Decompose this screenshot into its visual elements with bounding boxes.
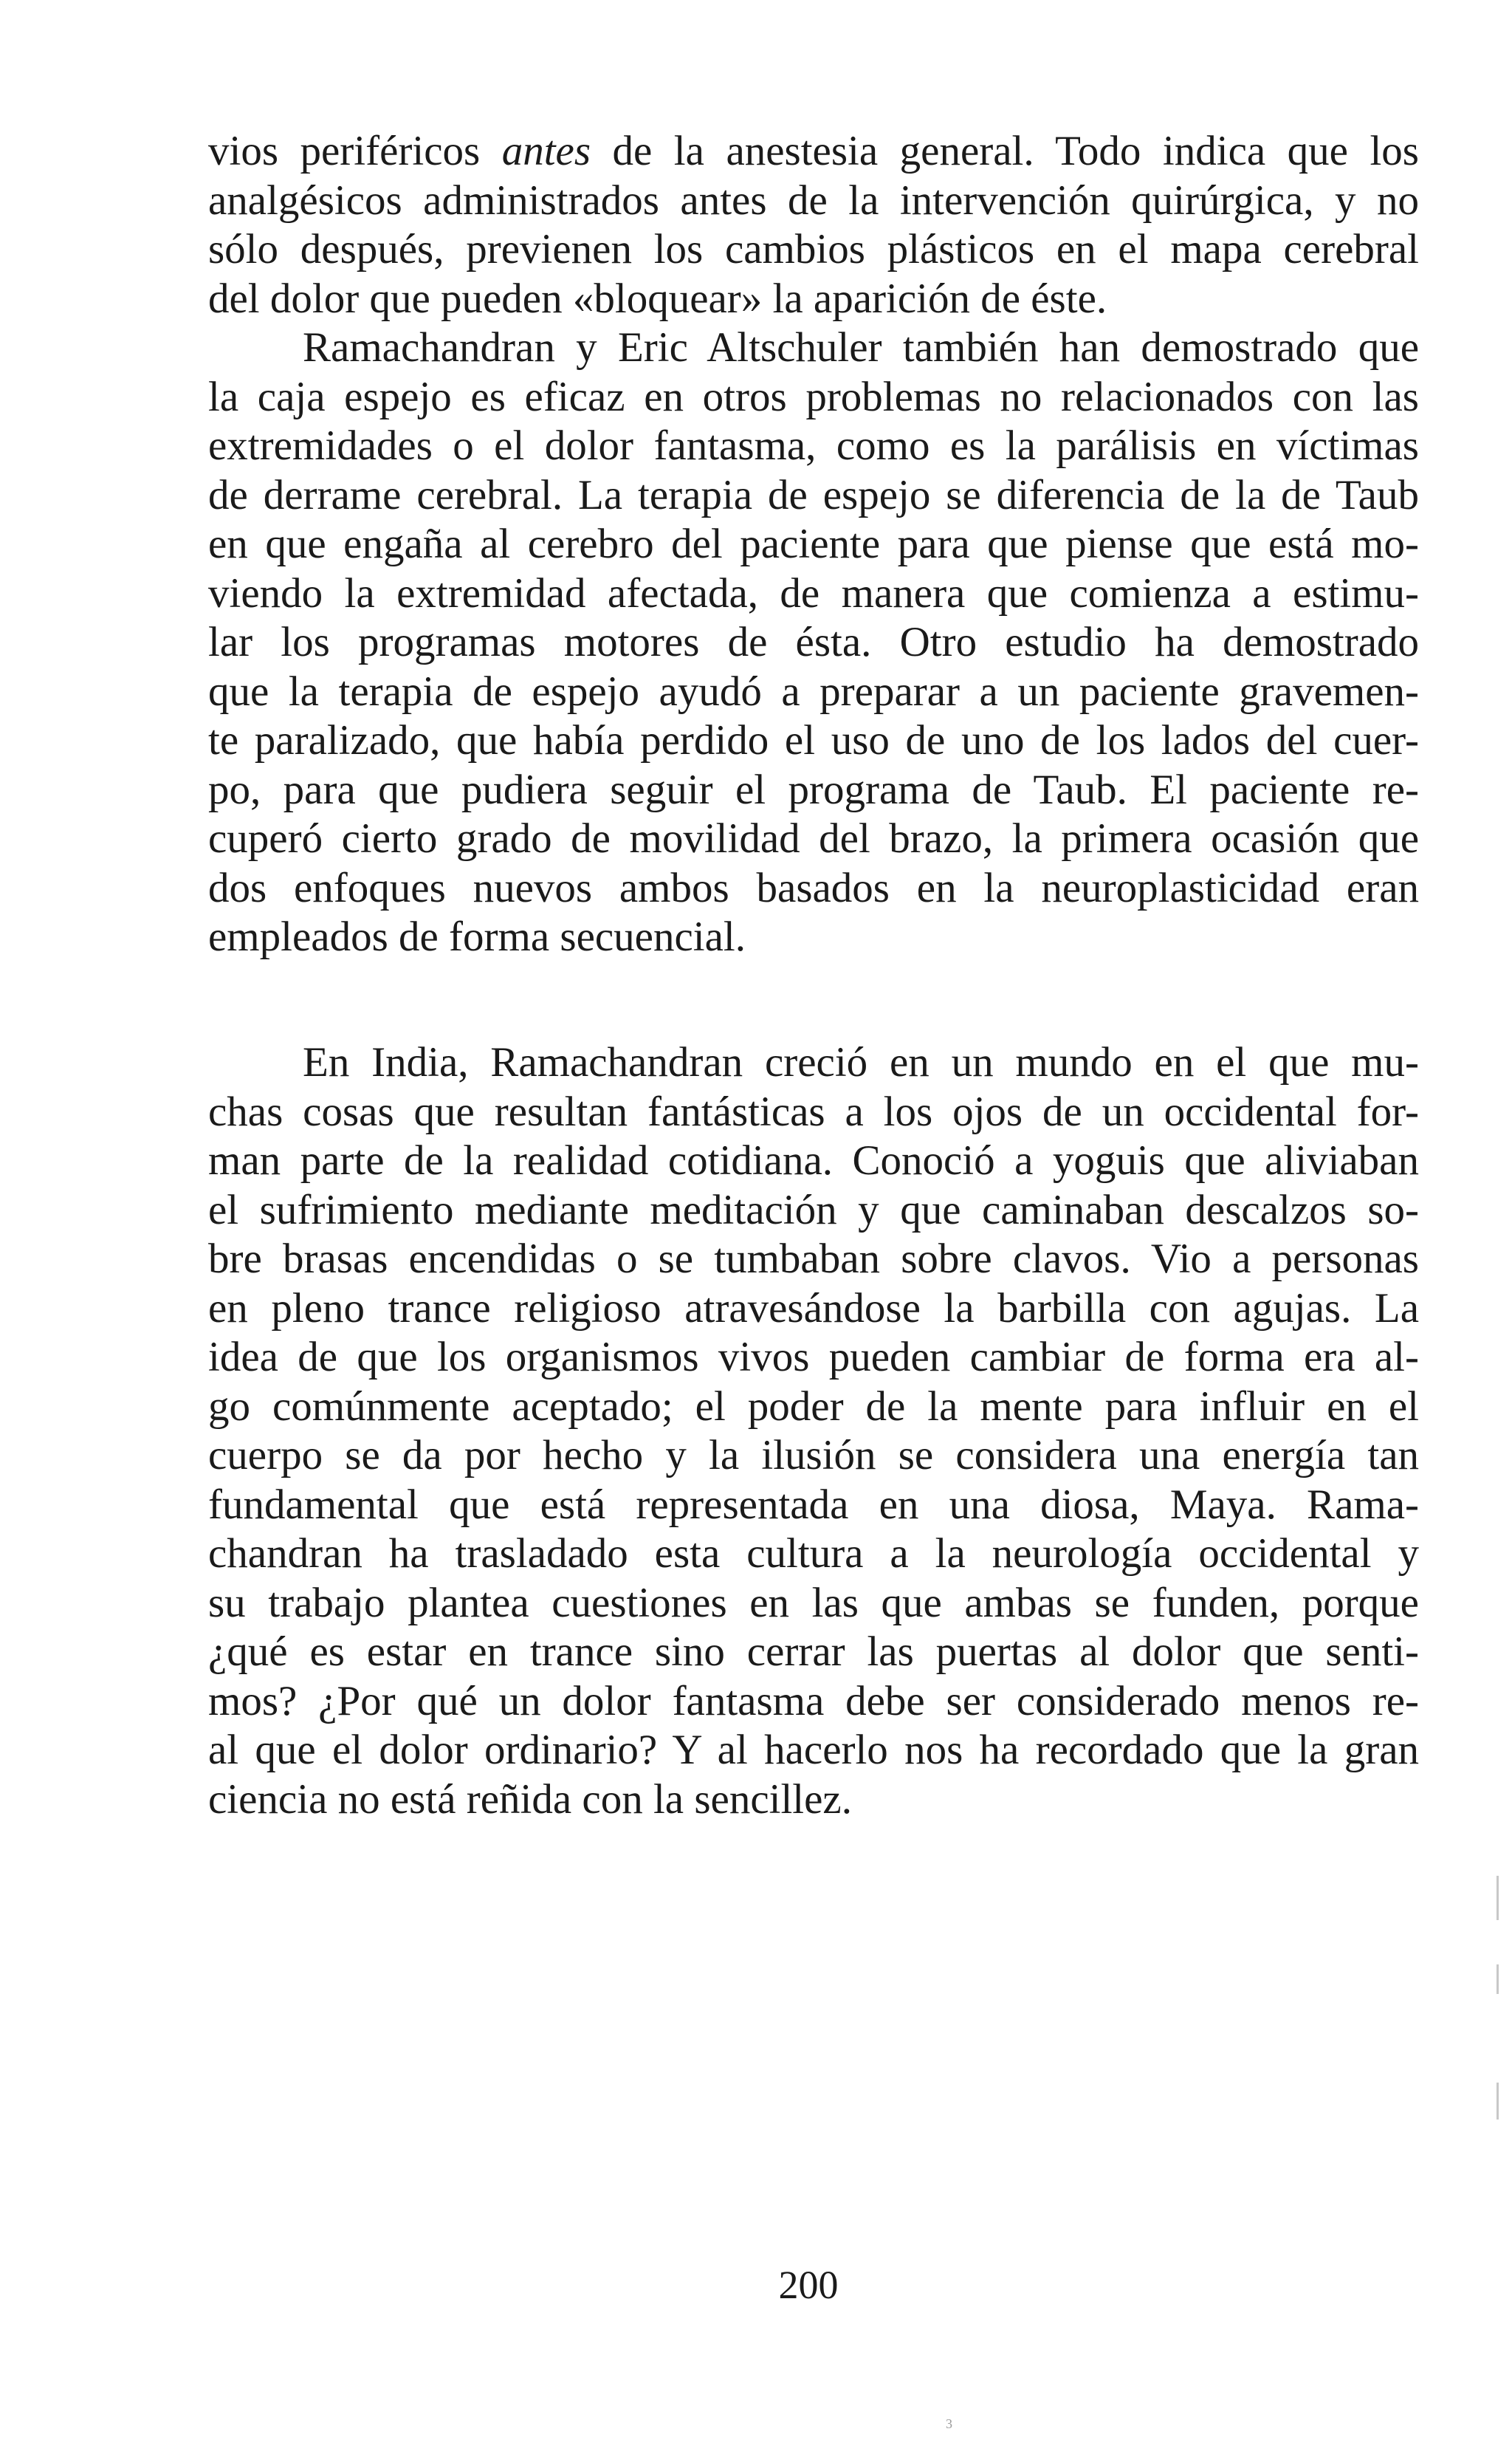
text-line: la caja espejo es eficaz en otros problemas no relacionados con las [208, 373, 1419, 420]
text-line: Ramachandran y Eric Altschuler también han demostrado que [303, 324, 1419, 371]
text-line: ciencia no está reñida con la sencillez. [208, 1775, 852, 1823]
scan-edge-mark [1496, 1964, 1499, 1994]
text-line: lar los programas motores de ésta. Otro estudio ha demostrado [208, 619, 1419, 665]
text-line: cuerpo se da por hecho y la ilusión se considera una energía tan [208, 1432, 1419, 1478]
text-line: de derrame cerebral. La terapia de espejo se diferencia de la de Taub [208, 471, 1419, 518]
text-line: idea de que los organismos vivos pueden cambiar de forma era al- [208, 1334, 1419, 1380]
text-line: man parte de la realidad cotidiana. Conoció a yoguis que aliviaban [208, 1137, 1419, 1184]
text-line: que la terapia de espejo ayudó a preparar a un paciente gravemen- [208, 668, 1419, 715]
scan-mark: 3 [946, 2416, 952, 2431]
text-line: sólo después, previenen los cambios plásticos en el mapa cerebral [208, 226, 1419, 273]
text-line: extremidades o el dolor fantasma, como es la parálisis en víctimas [208, 422, 1419, 469]
text-line: analgésicos administrados antes de la intervención quirúrgica, y no [208, 177, 1419, 224]
page-number [0, 2262, 1512, 2308]
text-line: en que engaña al cerebro del paciente para que piense que está mo- [208, 521, 1419, 567]
text-line: viendo la extremidad afectada, de manera que comienza a estimu- [208, 569, 1419, 617]
text-line: dos enfoques nuevos ambos basados en la neuroplasticidad eran [208, 864, 1419, 911]
text-line: bre brasas encendidas o se tumbaban sobre clavos. Vio a personas [208, 1236, 1419, 1282]
paragraph-1 [208, 127, 1419, 962]
italic-word: antes [501, 128, 591, 174]
text-line: go comúnmente aceptado; el poder de la mente para influir en el [208, 1382, 1419, 1430]
paragraph-2 [208, 1038, 1419, 1824]
text-line: po, para que pudiera seguir el programa de Taub. El paciente re- [208, 766, 1419, 813]
text-line: ¿qué es estar en trance sino cerrar las puertas al dolor que senti- [208, 1628, 1419, 1675]
text-line: mos? ¿Por qué un dolor fantasma debe ser considerado menos re- [208, 1677, 1419, 1724]
text-line: al que el dolor ordinario? Y al hacerlo nos ha recordado que la gran [208, 1727, 1419, 1773]
scan-edge-mark [1496, 2083, 1499, 2120]
text-line: empleados de forma secuencial. [208, 914, 746, 960]
text-line: chas cosas que resultan fantásticas a los ojos de un occidental for- [208, 1088, 1419, 1135]
text-line: su trabajo plantea cuestiones en las que ambas se funden, porque [208, 1579, 1419, 1626]
text-line: del dolor que pueden «bloquear» la aparición de éste. [208, 275, 1107, 322]
text-line: te paralizado, que había perdido el uso de uno de los lados del cuer- [208, 717, 1419, 764]
scan-edge-mark [1496, 1876, 1499, 1920]
text-line: fundamental que está representada en una diosa, Maya. Rama- [208, 1481, 1419, 1528]
text-line: el sufrimiento mediante meditación y que caminaban descalzos so- [208, 1186, 1419, 1233]
text-line: cuperó cierto grado de movilidad del brazo, la primera ocasión que [208, 815, 1419, 862]
page-number-label: 200 [778, 2263, 839, 2307]
text-line: En India, Ramachandran creció en un mundo en el que mu- [303, 1039, 1419, 1086]
text-line: vios periféricos antes de la anestesia general. Todo indica que los [208, 128, 1419, 174]
text-line: chandran ha trasladado esta cultura a la neurología occidental y [208, 1530, 1419, 1577]
text-line: en pleno trance religioso atravesándose la barbilla con agujas. La [208, 1284, 1419, 1332]
